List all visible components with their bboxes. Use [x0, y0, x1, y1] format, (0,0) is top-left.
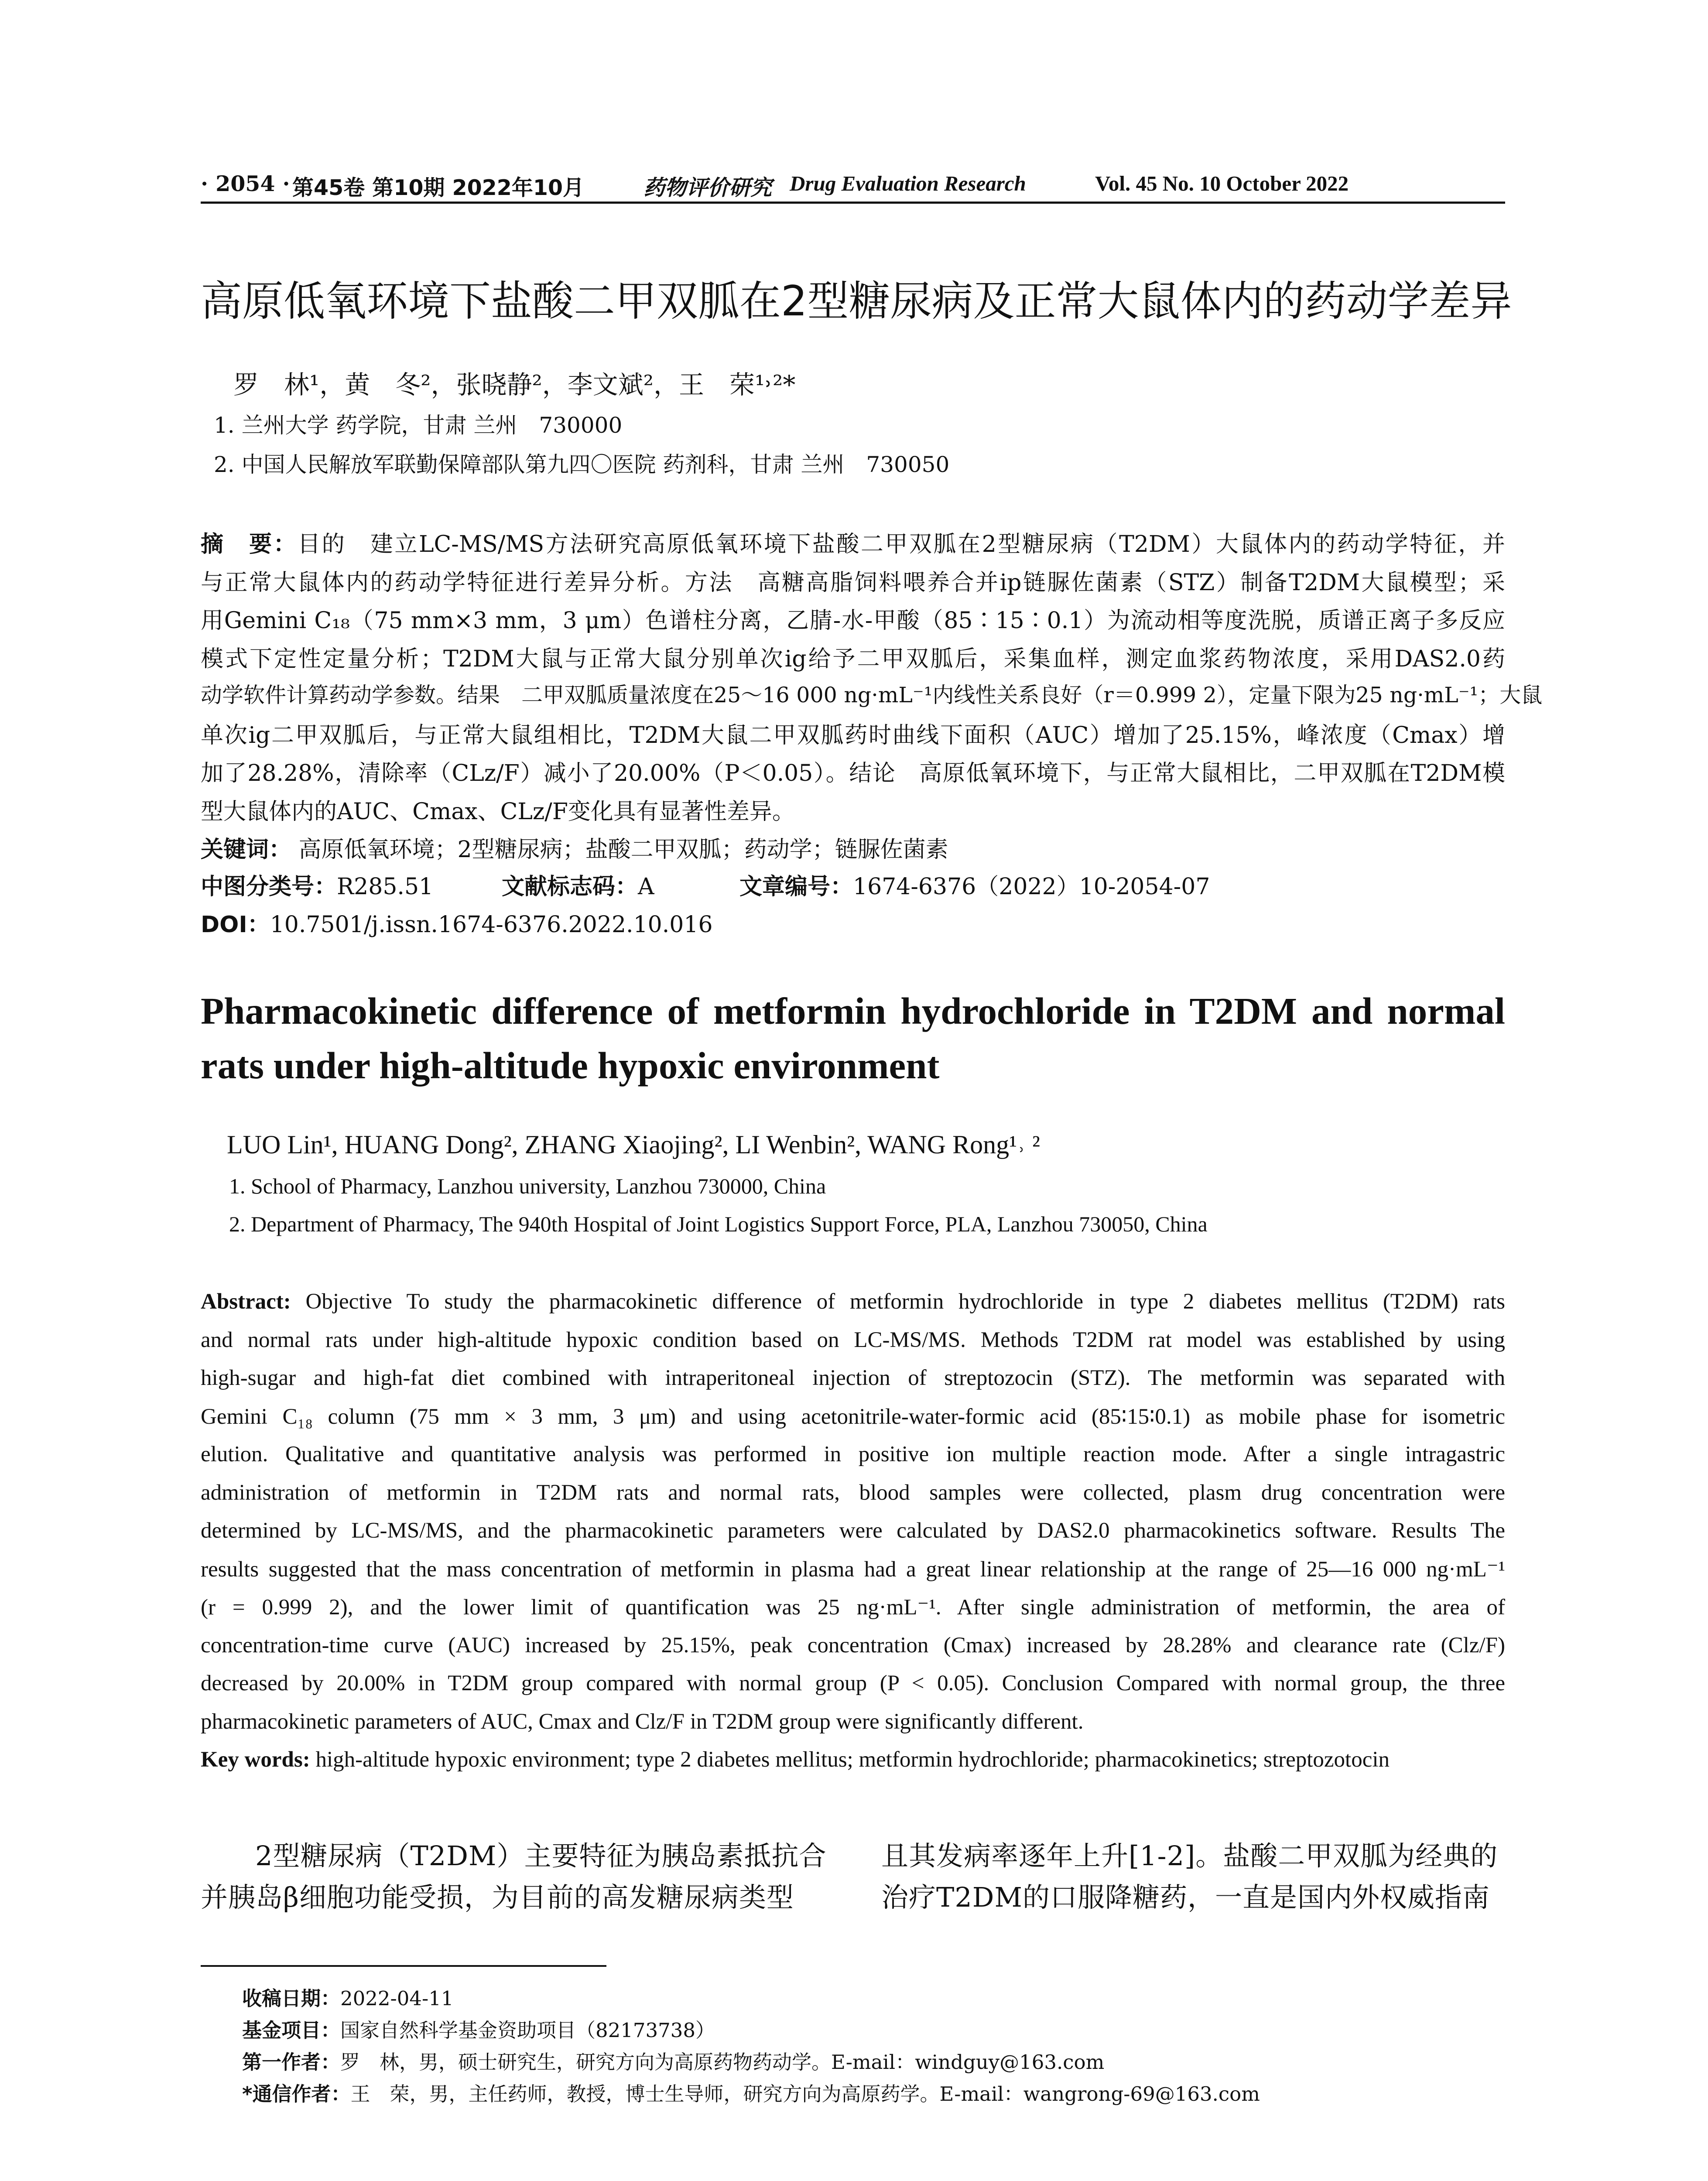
keywords-cn: 关键词： 高原低氧环境；2型糖尿病；盐酸二甲双胍；药动学；链脲佐菌素 — [201, 837, 948, 863]
affiliation-en-2: 2. Department of Pharmacy, The 940th Hospital of Joint Logistics Support Force, PLA, Lanzhou 730050, China — [229, 1212, 1208, 1236]
volume-issue-en: Vol. 45 No. 10 October 2022 — [1095, 171, 1349, 195]
abstract-cn-line: 动学软件计算药动学参数。结果 二甲双胍质量浓度在25～16 000 ng·mL⁻¹内线性关系良好（r＝0.999 2），定量下限为25 ng·mL⁻¹；大鼠 — [201, 683, 1543, 708]
abstract-en-label: Abstract: — [201, 1289, 291, 1314]
affiliation-cn-2: 2. 中国人民解放军联勤保障部队第九四〇医院 药剂科，甘肃 兰州 730050 — [214, 452, 950, 477]
abstract-en-line: decreased by 20.00% in T2DM group compared with normal group (P < 0.05). Conclusion Compared with normal group, the three — [201, 1671, 1505, 1696]
classification-line: 中图分类号：R285.51 文献标志码：A 文章编号：1674-6376（2022）10-2054-07 — [201, 874, 1210, 900]
volume-issue-cn: 第45卷 第10期 2022年10月 — [292, 175, 585, 200]
abstract-en-line: results suggested that the mass concentration of metformin in plasma had a great linear relationship at the range of 25—16 000 ng·mL⁻¹ — [201, 1557, 1505, 1582]
body-left-line: 2型糖尿病（T2DM）主要特征为胰岛素抵抗合 — [255, 1840, 827, 1872]
doi-line: DOI：10.7501/j.issn.1674-6376.2022.10.016 — [201, 912, 713, 938]
abstract-en-line: Gemini C₁₈ column (75 mm × 3 mm, 3 μm) and using acetonitrile-water-formic acid (85∶15∶0.1) as mobile phase for isometric — [201, 1405, 1505, 1429]
abstract-cn-line: 加了28.28%，清除率（CLz/F）减小了20.00%（P＜0.05）。结论 高原低氧环境下，与正常大鼠相比，二甲双胍在T2DM模 — [201, 760, 1505, 786]
page-number: · 2054 · — [201, 171, 290, 196]
keywords-en: Key words: high-altitude hypoxic environment; type 2 diabetes mellitus; metformin hydrochloride; pharmacokinetics; streptozotocin — [201, 1747, 1390, 1772]
footnote-corresponding-author: *通信作者：王 荣，男，主任药师，教授，博士生导师，研究方向为高原药学。E-mail：wangrong-69@163.com — [242, 2082, 1260, 2106]
abstract-en-line: elution. Qualitative and quantitative analysis was performed in positive ion multiple reaction mode. After a single intragastric — [201, 1442, 1505, 1467]
abstract-cn-line: 摘 要：目的 建立LC-MS/MS方法研究高原低氧环境下盐酸二甲双胍在2型糖尿病（T2DM）大鼠体内的药动学特征，并 — [201, 531, 1505, 557]
footnote-rule — [201, 1965, 606, 1967]
abstract-en-line: determined by LC-MS/MS, and the pharmacokinetic parameters were calculated by DAS2.0 pharmacokinetics software. Results The — [201, 1518, 1505, 1543]
abstract-en-line: pharmacokinetic parameters of AUC, Cmax and Clz/F in T2DM group were significantly different. — [201, 1709, 1084, 1734]
body-left-line: 并胰岛β细胞功能受损，为目前的高发糖尿病类型 — [201, 1881, 794, 1913]
body-right-line: 且其发病率逐年上升[1-2]。盐酸二甲双胍为经典的 — [881, 1840, 1498, 1872]
abstract-en-line: high-sugar and high-fat diet combined with intraperitoneal injection of streptozocin (STZ). The metformin was separated with — [201, 1366, 1505, 1390]
abstract-en-line: administration of metformin in T2DM rats and normal rats, blood samples were collected, plasm drug concentration were — [201, 1480, 1505, 1505]
article-title-cn: 高原低氧环境下盐酸二甲双胍在2型糖尿病及正常大鼠体内的药动学差异 — [201, 277, 1512, 325]
affiliation-cn-1: 1. 兰州大学 药学院，甘肃 兰州 730000 — [214, 413, 623, 438]
abstract-en-line: and normal rats under high-altitude hypoxic condition based on LC-MS/MS. Methods T2DM rat model was established by using — [201, 1328, 1505, 1352]
abstract-en-line: (r = 0.999 2), and the lower limit of quantification was 25 ng·mL⁻¹. After single administration of metformin, the area of — [201, 1595, 1505, 1620]
authors-en: LUO Lin¹, HUANG Dong², ZHANG Xiaojing², LI Wenbin², WANG Rong¹˒ ² — [227, 1130, 1041, 1159]
abstract-cn-line: 型大鼠体内的AUC、Cmax、CLz/F变化具有显著性差异。 — [201, 799, 795, 825]
article-title-en: Pharmacokinetic difference of metformin hydrochloride in T2DM and normal rats under high-altitude hypoxic environment — [201, 990, 1505, 1087]
abstract-en-line: concentration-time curve (AUC) increased by 25.15%, peak concentration (Cmax) increased by 28.28% and clearance rate (Clz/F) — [201, 1633, 1505, 1658]
footnote-funding: 基金项目：国家自然科学基金资助项目（82173738） — [242, 2019, 715, 2042]
abstract-cn-label: 摘 要： — [201, 531, 298, 557]
footnote-first-author: 第一作者：罗 林，男，硕士研究生，研究方向为高原药物药动学。E-mail：windguy@163.com — [242, 2051, 1105, 2074]
journal-name-en: Drug Evaluation Research — [790, 171, 1026, 195]
abstract-cn-line: 与正常大鼠体内的药动学特征进行差异分析。方法 高糖高脂饲料喂养合并ip链脲佐菌素（STZ）制备T2DM大鼠模型；采 — [201, 570, 1505, 596]
footnote-received: 收稿日期：2022-04-11 — [242, 1987, 454, 2010]
running-header — [201, 167, 1505, 202]
body-right-line: 治疗T2DM的口服降糖药，一直是国内外权威指南 — [881, 1881, 1490, 1913]
journal-logo-cn: 药物评价研究 — [643, 175, 772, 200]
abstract-cn-line: 用Gemini C₁₈（75 mm×3 mm，3 μm）色谱柱分离，乙腈-水-甲酸（85∶15∶0.1）为流动相等度洗脱，质谱正离子多反应 — [201, 608, 1505, 634]
header-rule — [201, 202, 1505, 204]
affiliation-en-1: 1. School of Pharmacy, Lanzhou university, Lanzhou 730000, China — [229, 1174, 826, 1198]
abstract-cn-line: 单次ig二甲双胍后，与正常大鼠组相比，T2DM大鼠二甲双胍药时曲线下面积（AUC）增加了25.15%，峰浓度（Cmax）增 — [201, 722, 1505, 749]
abstract-cn-line: 模式下定性定量分析；T2DM大鼠与正常大鼠分别单次ig给予二甲双胍后，采集血样，测定血浆药物浓度，采用DAS2.0药 — [201, 646, 1505, 672]
abstract-en-line: Abstract: Objective To study the pharmacokinetic difference of metformin hydrochloride in type 2 diabetes mellitus (T2DM) rats — [201, 1289, 1505, 1314]
authors-cn: 罗 林¹，黄 冬²，张晓静²，李文斌²，王 荣¹˒²* — [233, 370, 796, 400]
